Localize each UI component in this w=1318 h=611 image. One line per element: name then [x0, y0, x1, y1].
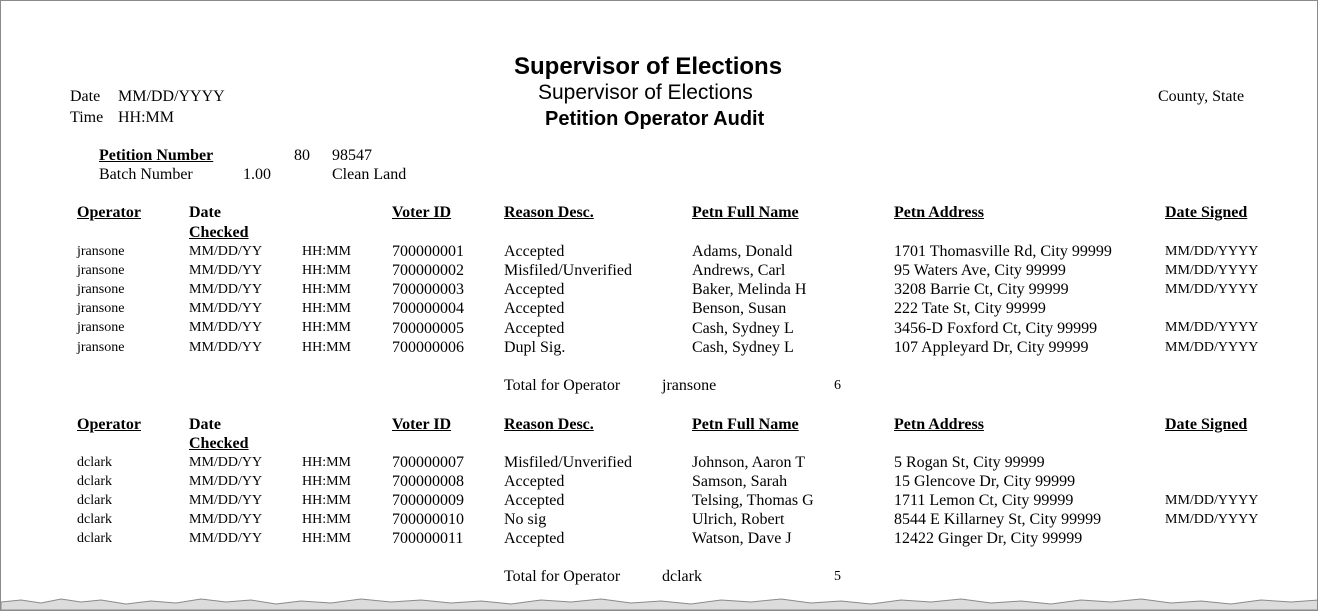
col-header-operator: Operator	[77, 416, 141, 433]
col-header-date-signed: Date Signed	[1165, 204, 1248, 221]
cell-date-signed: MM/DD/YYYY	[1165, 282, 1259, 297]
cell-time: HH:MM	[302, 282, 352, 297]
cell-date: MM/DD/YY	[189, 474, 263, 489]
cell-address: 1701 Thomasville Rd, City 99999	[894, 243, 1112, 260]
cell-operator: dclark	[77, 493, 112, 508]
cell-address: 95 Waters Ave, City 99999	[894, 262, 1066, 279]
cell-date: MM/DD/YY	[189, 531, 263, 546]
cell-date: MM/DD/YY	[189, 263, 263, 278]
cell-reason: Accepted	[504, 300, 565, 317]
cell-voter-id: 700000007	[392, 454, 464, 471]
cell-name: Ulrich, Robert	[692, 511, 785, 528]
cell-name: Benson, Susan	[692, 300, 787, 317]
batch-number-value: 1.00	[243, 166, 271, 183]
total-operator: dclark	[662, 568, 702, 585]
report-subtitle: Supervisor of Elections	[538, 81, 753, 104]
cell-name: Johnson, Aaron T	[692, 454, 806, 471]
cell-name: Baker, Melinda H	[692, 281, 807, 298]
cell-operator: dclark	[77, 455, 112, 470]
cell-voter-id: 700000011	[392, 530, 464, 547]
col-header-operator: Operator	[77, 204, 141, 221]
total-label: Total for Operator	[504, 568, 621, 585]
cell-date-signed: MM/DD/YYYY	[1165, 493, 1259, 508]
cell-date-signed: MM/DD/YYYY	[1165, 512, 1259, 527]
cell-date: MM/DD/YY	[189, 455, 263, 470]
time-label: Time	[70, 109, 104, 126]
cell-date: MM/DD/YY	[189, 340, 263, 355]
cell-time: HH:MM	[302, 263, 352, 278]
cell-voter-id: 700000009	[392, 492, 464, 509]
cell-time: HH:MM	[302, 320, 352, 335]
cell-address: 12422 Ginger Dr, City 99999	[894, 530, 1083, 547]
cell-operator: dclark	[77, 512, 112, 527]
col-header-voter-id: Voter ID	[392, 204, 452, 221]
cell-date: MM/DD/YY	[189, 320, 263, 335]
cell-time: HH:MM	[302, 512, 352, 527]
cell-voter-id: 700000003	[392, 281, 464, 298]
cell-address: 1711 Lemon Ct, City 99999	[894, 492, 1074, 509]
cell-address: 3208 Barrie Ct, City 99999	[894, 281, 1069, 298]
cell-reason: Accepted	[504, 473, 565, 490]
cell-name: Cash, Sydney L	[692, 339, 794, 356]
cell-time: HH:MM	[302, 244, 352, 259]
cell-operator: jransone	[77, 320, 125, 335]
cell-date-signed: MM/DD/YYYY	[1165, 263, 1259, 278]
cell-reason: Accepted	[504, 243, 565, 260]
petition-number-b: 98547	[332, 147, 372, 164]
cell-date: MM/DD/YY	[189, 244, 263, 259]
report-name: Petition Operator Audit	[545, 108, 765, 130]
cell-voter-id: 700000001	[392, 243, 464, 260]
cell-date-signed: MM/DD/YYYY	[1165, 340, 1259, 355]
col-header-name: Petn Full Name	[692, 416, 799, 433]
cell-operator: jransone	[77, 263, 125, 278]
col-header-date: Date	[189, 416, 221, 433]
cell-address: 222 Tate St, City 99999	[894, 300, 1046, 317]
cell-reason: Accepted	[504, 320, 565, 337]
col-header-name: Petn Full Name	[692, 204, 799, 221]
cell-reason: Misfiled/Unverified	[504, 454, 632, 471]
cell-name: Andrews, Carl	[692, 262, 786, 279]
cell-date: MM/DD/YY	[189, 282, 263, 297]
batch-description: Clean Land	[332, 166, 407, 183]
report-title: Supervisor of Elections	[514, 53, 783, 80]
petition-number-a: 80	[294, 147, 310, 164]
cell-reason: Misfiled/Unverified	[504, 262, 632, 279]
cell-reason: Accepted	[504, 492, 565, 509]
cell-time: HH:MM	[302, 455, 352, 470]
col-header-date: Date	[189, 204, 221, 221]
col-header-checked: Checked	[189, 224, 249, 241]
cell-name: Watson, Dave J	[692, 530, 792, 547]
date-label: Date	[70, 88, 101, 105]
col-header-voter-id: Voter ID	[392, 416, 452, 433]
cell-reason: Accepted	[504, 281, 565, 298]
cell-time: HH:MM	[302, 474, 352, 489]
cell-voter-id: 700000004	[392, 300, 464, 317]
total-operator: jransone	[662, 377, 717, 394]
cell-time: HH:MM	[302, 340, 352, 355]
col-header-reason: Reason Desc.	[504, 204, 594, 221]
col-header-address: Petn Address	[894, 204, 984, 221]
total-label: Total for Operator	[504, 377, 621, 394]
cell-name: Cash, Sydney L	[692, 320, 794, 337]
cell-voter-id: 700000008	[392, 473, 464, 490]
col-header-date-signed: Date Signed	[1165, 416, 1248, 433]
col-header-address: Petn Address	[894, 416, 984, 433]
cell-reason: No sig	[504, 511, 547, 528]
cell-address: 5 Rogan St, City 99999	[894, 454, 1045, 471]
cell-voter-id: 700000002	[392, 262, 464, 279]
cell-reason: Dupl Sig.	[504, 339, 566, 356]
time-value: HH:MM	[118, 109, 175, 126]
cell-time: HH:MM	[302, 493, 352, 508]
total-count: 6	[834, 378, 841, 393]
batch-number-label: Batch Number	[99, 166, 193, 183]
cell-time: HH:MM	[302, 531, 352, 546]
col-header-reason: Reason Desc.	[504, 416, 594, 433]
cell-address: 8544 E Killarney St, City 99999	[894, 511, 1102, 528]
cell-operator: jransone	[77, 340, 125, 355]
col-header-checked: Checked	[189, 435, 249, 452]
cell-reason: Accepted	[504, 530, 565, 547]
cell-operator: dclark	[77, 474, 112, 489]
cell-voter-id: 700000006	[392, 339, 464, 356]
cell-date-signed: MM/DD/YYYY	[1165, 320, 1259, 335]
date-value: MM/DD/YYYY	[118, 88, 225, 105]
total-count: 5	[834, 569, 841, 584]
county-state: County, State	[1158, 88, 1245, 105]
cell-operator: dclark	[77, 531, 112, 546]
cell-operator: jransone	[77, 301, 125, 316]
cell-address: 15 Glencove Dr, City 99999	[894, 473, 1076, 490]
cell-name: Samson, Sarah	[692, 473, 788, 490]
cell-time: HH:MM	[302, 301, 352, 316]
cell-voter-id: 700000010	[392, 511, 464, 528]
cell-name: Adams, Donald	[692, 243, 793, 260]
cell-name: Telsing, Thomas G	[692, 492, 814, 509]
cell-address: 107 Appleyard Dr, City 99999	[894, 339, 1089, 356]
cell-operator: jransone	[77, 282, 125, 297]
cell-operator: jransone	[77, 244, 125, 259]
cell-date: MM/DD/YY	[189, 493, 263, 508]
cell-date: MM/DD/YY	[189, 512, 263, 527]
cell-date-signed: MM/DD/YYYY	[1165, 244, 1259, 259]
torn-edge	[1, 596, 1318, 610]
cell-address: 3456-D Foxford Ct, City 99999	[894, 320, 1098, 337]
petition-number-label: Petition Number	[99, 147, 214, 164]
cell-voter-id: 700000005	[392, 320, 464, 337]
cell-date: MM/DD/YY	[189, 301, 263, 316]
